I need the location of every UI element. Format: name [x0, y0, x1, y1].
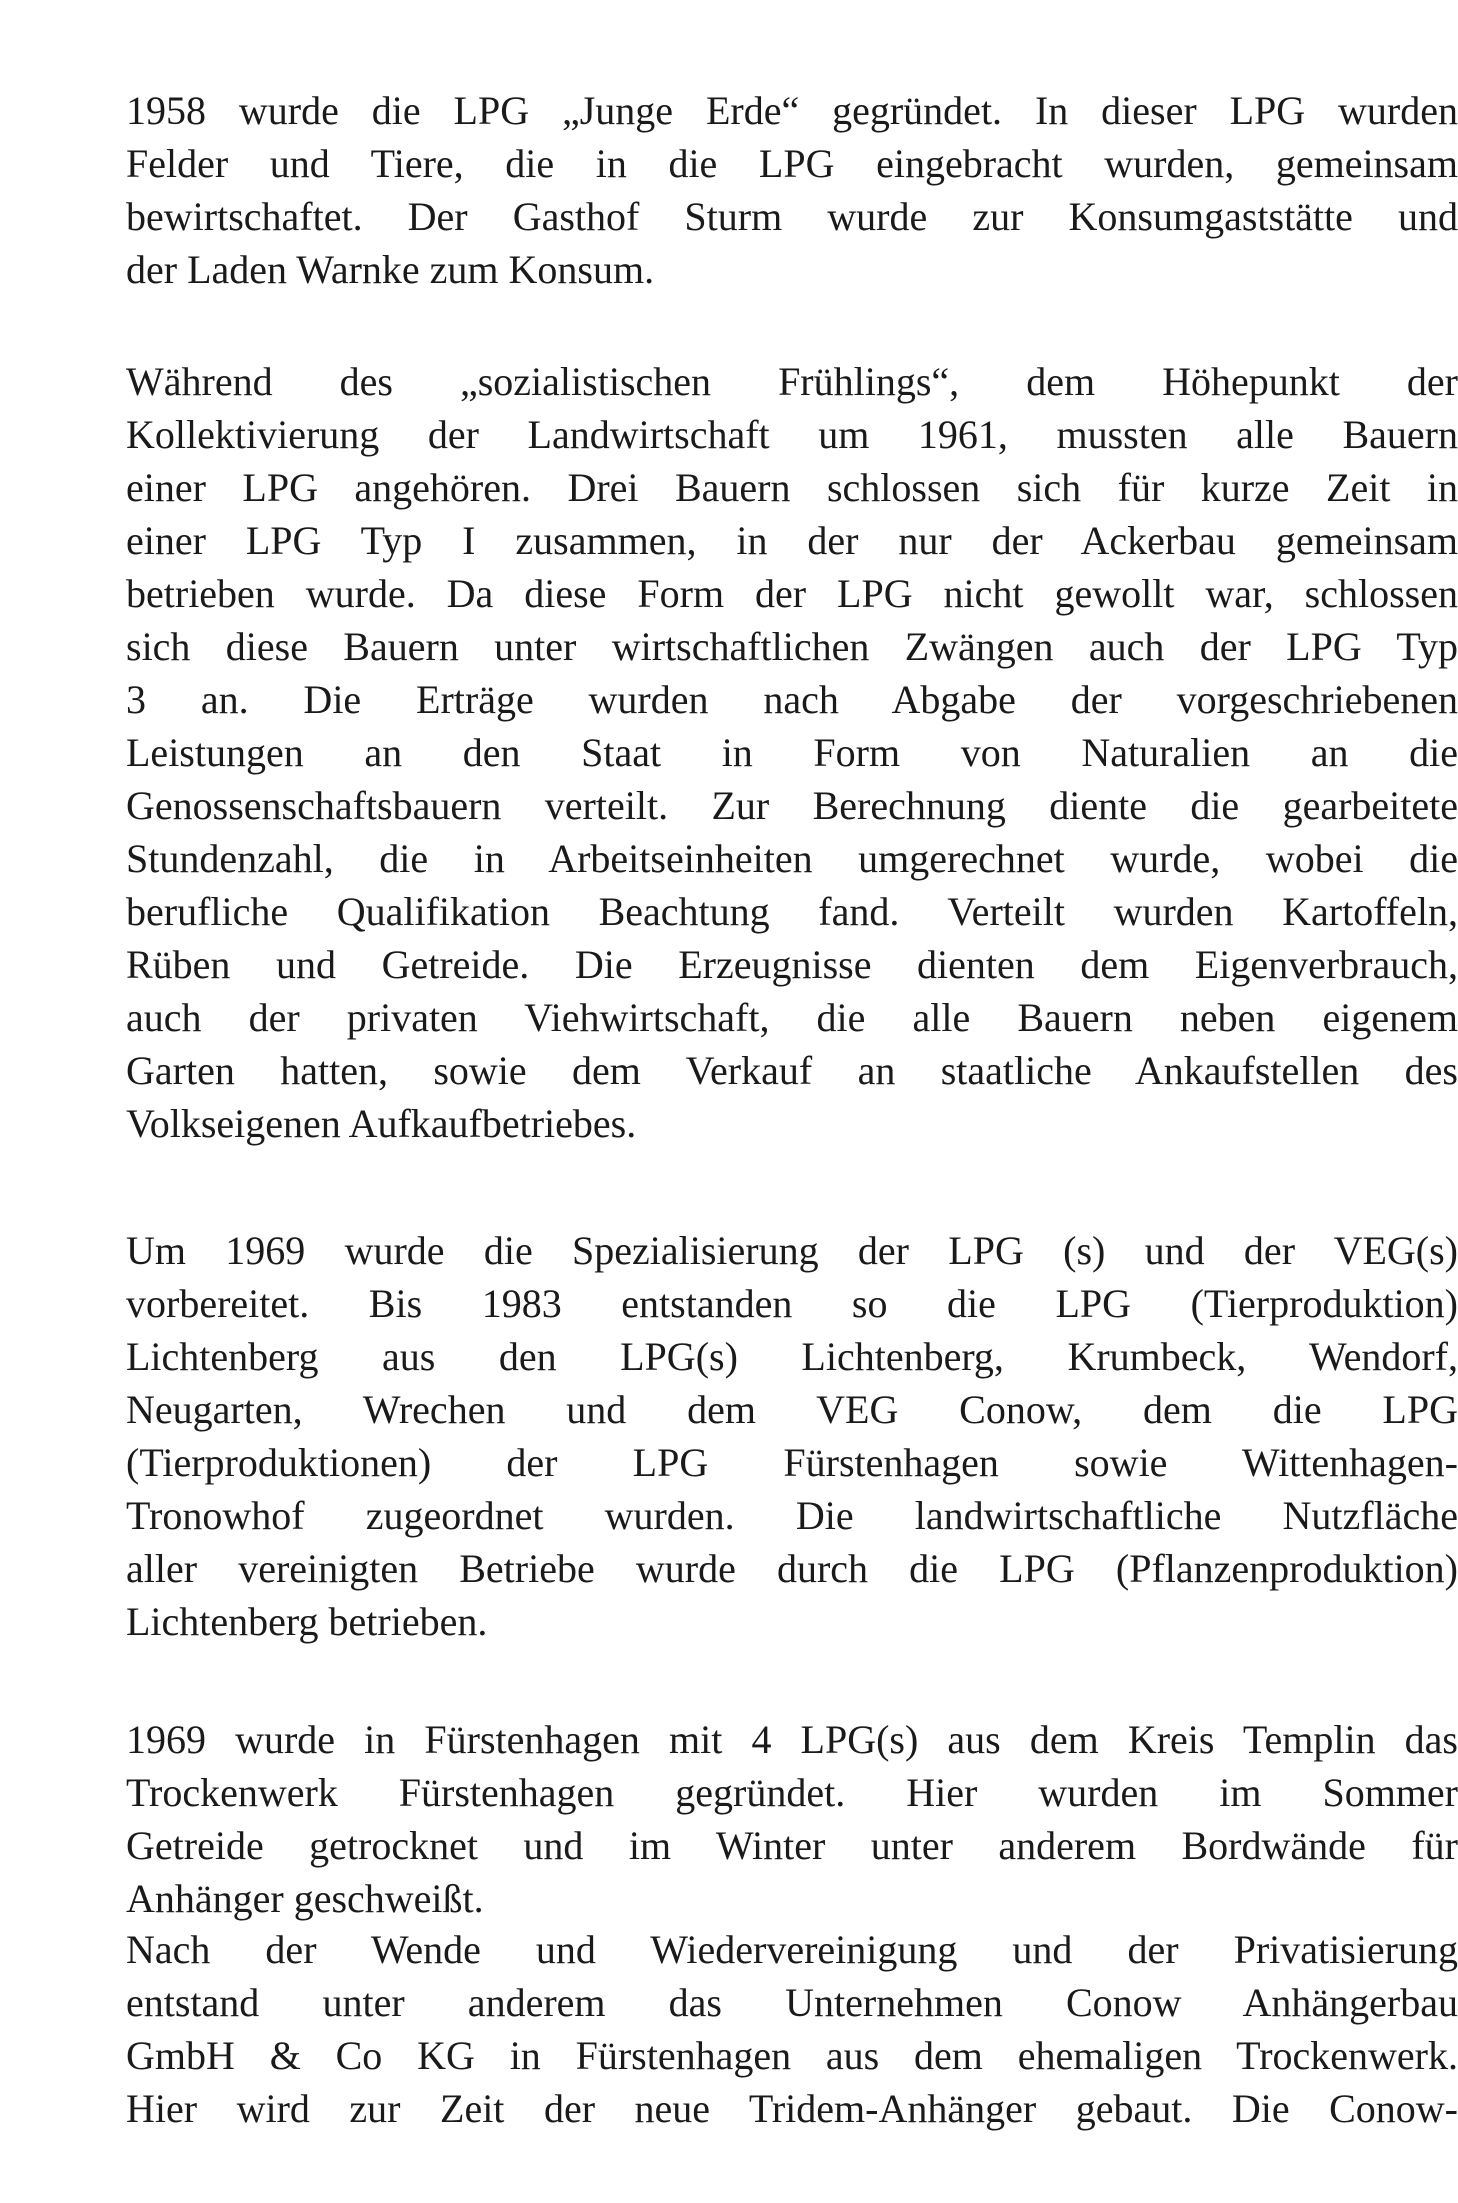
text-line: Lichtenberg betrieben. [126, 1599, 488, 1644]
paragraph-spezialisierung [126, 1224, 1458, 1648]
text-line: Während des „sozialistischen Frühlings“, dem Höhepunkt der [126, 359, 1458, 404]
text-line: (Tierproduktionen) der LPG Fürstenhagen sowie Wittenhagen- [126, 1440, 1458, 1485]
text-line: Genossenschaftsbauern verteilt. Zur Berechnung diente die gearbeitete [126, 783, 1458, 828]
text-line: 1969 wurde in Fürstenhagen mit 4 LPG(s) aus dem Kreis Templin das [126, 1717, 1458, 1762]
text-line: 3 an. Die Erträge wurden nach Abgabe der vorgeschriebenen [126, 677, 1458, 722]
text-line: einer LPG Typ I zusammen, in der nur der Ackerbau gemeinsam [126, 518, 1458, 563]
text-line: Neugarten, Wrechen und dem VEG Conow, dem die LPG [126, 1387, 1458, 1432]
text-line: Felder und Tiere, die in die LPG eingebracht wurden, gemeinsam [126, 141, 1458, 186]
text-line: der Laden Warnke zum Konsum. [126, 247, 655, 292]
text-line: auch der privaten Viehwirtschaft, die alle Bauern neben eigenem [126, 995, 1458, 1040]
text-line: berufliche Qualifikation Beachtung fand. Verteilt wurden Kartoffeln, [126, 889, 1458, 934]
text-line: Lichtenberg aus den LPG(s) Lichtenberg, Krumbeck, Wendorf, [126, 1334, 1458, 1379]
paragraph-sozialistischer-fruehling [126, 355, 1458, 1150]
paragraph-nach-der-wende [126, 1923, 1458, 2135]
text-line: Um 1969 wurde die Spezialisierung der LPG (s) und der VEG(s) [126, 1228, 1458, 1273]
text-line: Nach der Wende und Wiedervereinigung und der Privatisierung [126, 1927, 1458, 1972]
text-line: bewirtschaftet. Der Gasthof Sturm wurde zur Konsumgaststätte und [126, 194, 1458, 239]
text-line: Kollektivierung der Landwirtschaft um 1961, mussten alle Bauern [126, 412, 1458, 457]
text-line: Garten hatten, sowie dem Verkauf an staatliche Ankaufstellen des [126, 1048, 1458, 1093]
paragraph-trockenwerk [126, 1713, 1458, 1925]
text-line: Trockenwerk Fürstenhagen gegründet. Hier wurden im Sommer [126, 1770, 1458, 1815]
text-line: GmbH & Co KG in Fürstenhagen aus dem ehemaligen Trockenwerk. [126, 2033, 1458, 2078]
text-line: Stundenzahl, die in Arbeitseinheiten umgerechnet wurde, wobei die [126, 836, 1458, 881]
text-line: Volkseigenen Aufkaufbetriebes. [126, 1101, 637, 1146]
text-line: Tronowhof zugeordnet wurden. Die landwirtschaftliche Nutzfläche [126, 1493, 1458, 1538]
text-line: entstand unter anderem das Unternehmen Conow Anhängerbau [126, 1980, 1458, 2025]
text-line: sich diese Bauern unter wirtschaftlichen Zwängen auch der LPG Typ [126, 624, 1458, 669]
text-line: betrieben wurde. Da diese Form der LPG nicht gewollt war, schlossen [126, 571, 1458, 616]
paragraph-lpg-junge-erde [126, 84, 1458, 296]
text-line: 1958 wurde die LPG „Junge Erde“ gegründet. In dieser LPG wurden [126, 88, 1458, 133]
text-line: Rüben und Getreide. Die Erzeugnisse dienten dem Eigenverbrauch, [126, 942, 1458, 987]
text-line: Hier wird zur Zeit der neue Tridem-Anhänger gebaut. Die Conow- [126, 2086, 1458, 2131]
text-line: vorbereitet. Bis 1983 entstanden so die LPG (Tierproduktion) [126, 1281, 1458, 1326]
text-line: einer LPG angehören. Drei Bauern schlossen sich für kurze Zeit in [126, 465, 1458, 510]
text-line: Leistungen an den Staat in Form von Naturalien an die [126, 730, 1458, 775]
text-line: Getreide getrocknet und im Winter unter anderem Bordwände für [126, 1823, 1458, 1868]
text-line: Anhänger geschweißt. [126, 1876, 484, 1921]
text-line: aller vereinigten Betriebe wurde durch die LPG (Pflanzenproduktion) [126, 1546, 1458, 1591]
